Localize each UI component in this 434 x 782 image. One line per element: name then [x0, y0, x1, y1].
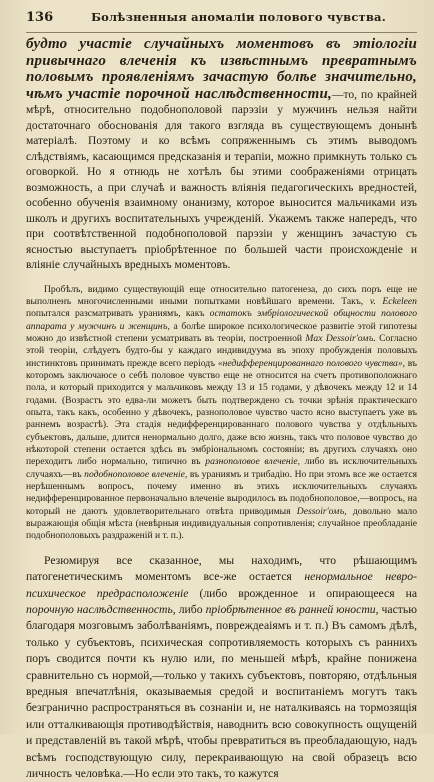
page-number: 136 — [26, 10, 54, 25]
paragraph-text: (либо врожденное и опирающееся на — [188, 586, 418, 600]
footnote-text: довольно мало выражающія общія мѣста (невѣрныя индивидуальныя сопротивленія; случайное преобладаніе подобнополовыхъ раздраженій и т. п.). — [26, 505, 417, 542]
footnote-text: въ ураниямъ и трибадію. Но при этомъ все же остается нерѣшеннымъ вопросъ, почему именно въ этихъ исключительныхъ случаяхъ недифференцированное первоначально влеченіе выродилось въ подобнополовое,—вопросъ, на который не даютъ удовлетворительнаго отвѣта приводимыя — [26, 468, 418, 517]
footnote-text: либо въ исключительныхъ случаяхъ—въ — [26, 456, 417, 480]
paragraph-text: —то, по крайней мѣрѣ, относительно подобнополовой парэзіи у мужчинъ нельзя найти достаточнаго обоснованія для такого взгляда въ существующемъ донынѣ матеріалѣ. Поэтому и ко всѣмъ сопряженнымъ съ этимъ выводомъ слѣдствіямъ, касающимся предсказанія и терапіи, можно примкнуть только съ оговоркой. Но я отнюдь не хотѣлъ бы этими соображеніями отрицать возможность, а при случаѣ и важность вліянія педагогическихъ вредностей, особенно обученія взаимному онанизму, которое выносится мальчиками изъ школъ и другихъ воспитательныхъ учрежденій. Укажемъ также напередъ, что при соотвѣтственной подобнополовой парэзіи у женщинъ зачастую съ ясностью выступаетъ пріобрѣтенное по большей части происхожденіе и вліяніе случайныхъ вредныхъ моментовъ. — [26, 88, 417, 271]
footnote-emphasis: Dessoir'омъ, — [296, 505, 347, 517]
footnote-emphasis: остатокъ эмбріологической общности полового аппарата у мужчинъ и женщинъ, — [26, 308, 417, 332]
footnote-text: въ которомъ заключаюсе о себѣ половое чувство еще не относится на счетъ противоположнаго пола, и который приходится у мальчиковъ между 13 и 15 годами, у дѣвочекъ между 12 и 14 годами. (Возрастъ это едва-ли можетъ быть подтверждено съ точки зрѣнія практическаго опыта, такъ какъ, особенно у дѣвочекъ, разнополовое чувство часто ясно выступаетъ уже въ раннемъ возрастѣ). Эта стадія недифференцированнаго полового чувства у отдѣльныхъ субъектовъ, дальше, длится ненормально долго, даже всю жизнь, такъ что половое чувство до нѣкоторой степени остается здѣсь въ эмбріональномъ состояніи; въ другихъ случаяхъ оно переходитъ либо нормально, типично въ — [26, 357, 417, 468]
paragraph-text: Резюмируя все сказанное, мы находимъ, что рѣшающимъ патогенетическимъ моментомъ все-же остается — [26, 553, 417, 584]
paragraph-emphasis: пріобрѣтенное въ ранней юности, — [205, 602, 379, 616]
body-paragraph-2 — [26, 553, 417, 782]
body-paragraph-1 — [26, 37, 417, 274]
paragraph-text: частью благодаря мозговымъ заболѣваніямъ, повреждеаіямъ и т. п.) Въ самомъ дѣлѣ, только у субъектовъ, психическая сопротивляемость которыхъ съ раннихъ поръ сводится почти къ нулю или, по меньшей мѣрѣ, крайне понижена сравнительно съ нормой,—только у такихъ субъектовъ, повторяю, отдѣльныя вредныя впечатлѣнія, оказываемыя средой и воспитаніемъ могутъ такъ безгранично распространяться въ сознаніи и, не наталкиваясь на тормозящія или отталкивающія противодѣйствія, наводнить всю совокупность ощущеній и представленій въ такой мѣрѣ, чтобы превратиться въ преобладающую, надъ всѣмъ господствующую силу, перекраивающую на свой образецъ всю личность человѣка.—Но если это такъ, то кажутся — [26, 602, 417, 780]
footnote-text: Согласно этой теоріи, слѣдуетъ будто-бы у каждаго индивидуума въ эпоху пробужденія половыхъ инстинктовъ принимать прежде всего періодъ — [26, 332, 418, 369]
footnote-text: а болѣе широкое психологическое развитіе этой гипотезы можно до извѣстной степени усматривать въ теоріи, построенной — [26, 320, 417, 344]
footnote-emphasis: разнополовое влеченіе, — [205, 456, 301, 468]
running-title: Болѣзненныя аномаліи полового чувства. — [91, 10, 386, 24]
italic-lead-text: будто участіе случайныхъ моментовъ въ этіологіи привычнаго влеченія къ извѣстнымъ превратнымъ половымъ проявленіямъ зачастую болѣе значительно, чѣмъ участіе порочной наслѣдственности, — [26, 36, 417, 102]
paragraph-emphasis: ненормальное невро-психическое предрасположеніе — [26, 570, 417, 600]
page-header — [26, 10, 417, 33]
paragraph-text: либо — [175, 602, 206, 616]
footnote-emphasis: v. Eckeleen — [369, 295, 417, 307]
footnote-text: попытался разсматривать ураниямъ, какъ — [26, 308, 210, 320]
footnote-emphasis: «недифференцированнаго полового чувства», — [217, 357, 406, 369]
footnote-paragraph — [26, 284, 417, 543]
footnote-emphasis: подобнополовое влеченіе, — [84, 468, 188, 480]
footnote-emphasis: Max Dessoir'омъ. — [305, 332, 376, 344]
paragraph-emphasis: порочную наслѣдственность, — [26, 602, 176, 616]
footnote-text: Пробѣлъ, видимо существующій еще относительно патогенеза, до сихъ поръ еще не выполненъ многочисленными иными попытками новѣйшаго времени. Такъ, — [26, 283, 417, 307]
